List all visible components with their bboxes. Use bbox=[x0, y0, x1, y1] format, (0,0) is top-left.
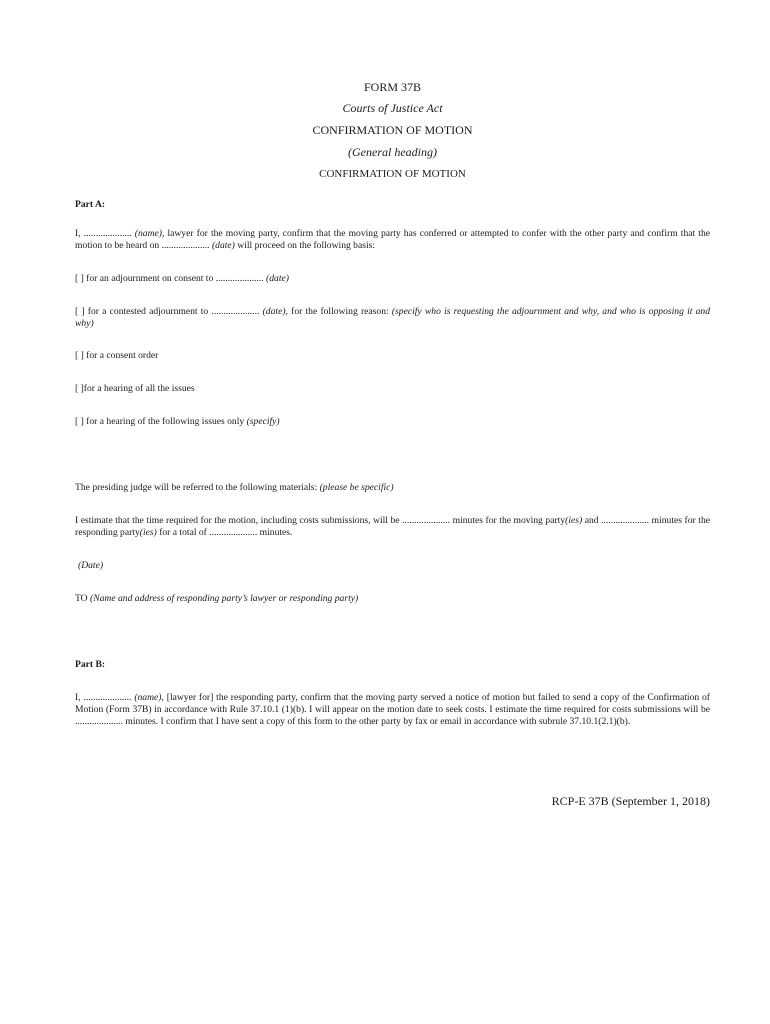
to-line: TO (Name and address of responding party’s lawyer or responding party) bbox=[75, 593, 359, 604]
part-b-label: Part B: bbox=[75, 659, 106, 670]
date-label: (Date) bbox=[78, 560, 104, 571]
option-contested-adjournment[interactable]: [ ] for a contested adjournment to .................... (date), for the following reason: (specify who is requesting the adjournment and why, and who is opposing it and why) bbox=[75, 306, 711, 330]
time-estimate: I estimate that the time required for the motion, including costs submissions, will be .................... minutes for the moving party(ies) and .................... minutes for the responding party(ies) for a total of .................... minutes. bbox=[75, 515, 710, 539]
option-specific-issues[interactable]: [ ] for a hearing of the following issues only (specify) bbox=[75, 416, 280, 427]
materials-line: The presiding judge will be referred to the following materials: (please be specific) bbox=[75, 482, 394, 493]
option-consent-order[interactable]: [ ] for a consent order bbox=[75, 350, 159, 361]
part-a-label: Part A: bbox=[75, 199, 106, 210]
act-name: Courts of Justice Act bbox=[342, 101, 443, 115]
form-subtitle: CONFIRMATION OF MOTION bbox=[319, 168, 466, 180]
form-footer: RCP-E 37B (September 1, 2018) bbox=[551, 794, 710, 808]
part-b-statement: I, .................... (name), [lawyer for] the responding party, confirm that the moving party served a notice of motion but failed to send a copy of the Confirmation of Motion (Form 37B) in accordance with Rule 37.10.1 (1)(b). I will appear on the motion date to seek costs. I estimate the time required for costs submissions will be .................... minutes. I confirm that I have sent a copy of this form to the other party by fax or email in accordance with subrule 37.10.1(2.1)(b). bbox=[75, 692, 711, 728]
part-a-intro: I, .................... (name), lawyer for the moving party, confirm that the moving party has conferred or attempted to confer with the other party and confirm that the motion to be heard on .................... (date) will proceed on the following basis: bbox=[75, 228, 711, 252]
option-all-issues[interactable]: [ ]for a hearing of all the issues bbox=[75, 383, 195, 394]
form-number: FORM 37B bbox=[363, 80, 422, 94]
general-heading: (General heading) bbox=[348, 145, 437, 159]
form-title: CONFIRMATION OF MOTION bbox=[312, 123, 473, 137]
option-adjournment-consent[interactable]: [ ] for an adjournment on consent to .................... (date) bbox=[75, 273, 289, 284]
